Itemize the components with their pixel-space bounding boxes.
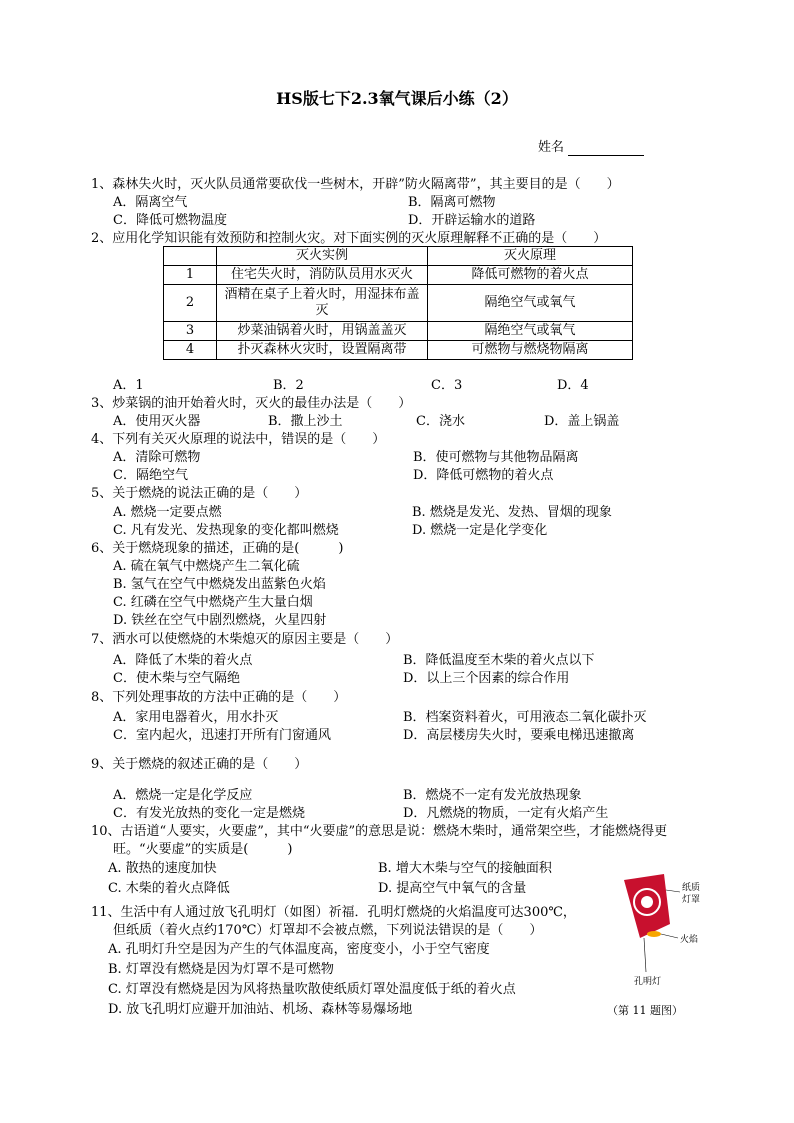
q6-option-d[interactable]: D. 铁丝在空气中剧烈燃烧，火星四射 xyxy=(113,613,327,628)
table-cell: 住宅失火时，消防队员用水灭火 xyxy=(217,266,428,285)
q10-option-a[interactable]: A. 散热的速度加快 xyxy=(108,861,217,876)
q4-stem: 4、下列有关灭火原理的说法中，错误的是（ ） xyxy=(91,432,386,447)
page-title: HS版七下2.3氧气课后小练（2） xyxy=(276,89,518,108)
q7-stem: 7、洒水可以使燃烧的木柴熄灭的原因主要是（ ） xyxy=(91,632,399,647)
table-row xyxy=(164,322,633,341)
q2-stem: 2、应用化学知识能有效预防和控制火灾。对下面实例的灭火原理解释不正确的是（ ） xyxy=(91,231,607,246)
q9-option-d[interactable]: D．凡燃烧的物质，一定有火焰产生 xyxy=(403,806,609,821)
extinguish-table xyxy=(163,246,633,360)
q10-option-b[interactable]: B. 增大木柴与空气的接触面积 xyxy=(378,861,552,876)
table-cell: 酒精在桌子上着火时，用湿抹布盖灭 xyxy=(217,285,428,322)
label-flame: 火焰 xyxy=(680,935,699,945)
q7-option-b[interactable]: B．降低温度至木柴的着火点以下 xyxy=(403,653,595,668)
table-cell: 隔绝空气或氧气 xyxy=(428,322,633,341)
q8-option-b[interactable]: B．档案资料着火，可用液态二氧化碳扑灭 xyxy=(403,710,647,725)
flame-icon xyxy=(647,931,661,937)
label-lampshade-part1: 纸质 xyxy=(682,883,701,893)
q3-option-b[interactable]: B．撒上沙土 xyxy=(268,414,343,429)
q6-option-c[interactable]: C. 红磷在空气中燃烧产生大量白烟 xyxy=(113,595,313,610)
q6-stem: 6、关于燃烧现象的描述，正确的是( ) xyxy=(91,541,344,556)
q11-option-b[interactable]: B. 灯罩没有燃烧是因为灯罩不是可燃物 xyxy=(108,962,334,977)
q4-option-c[interactable]: C．隔绝空气 xyxy=(113,468,188,483)
q8-stem: 8、下列处理事故的方法中正确的是（ ） xyxy=(91,690,347,705)
kongming-lantern-figure xyxy=(618,872,718,1012)
table-cell: 降低可燃物的着火点 xyxy=(428,266,633,285)
q8-option-a[interactable]: A．家用电器着火，用水扑灭 xyxy=(113,710,279,725)
q5-option-d[interactable]: D. 燃烧一定是化学变化 xyxy=(412,523,548,538)
q7-option-d[interactable]: D．以上三个因素的综合作用 xyxy=(403,671,570,686)
q5-option-c[interactable]: C. 凡有发光、发热现象的变化都叫燃烧 xyxy=(113,523,339,538)
table-cell: 隔绝空气或氧气 xyxy=(428,285,633,322)
table-cell: 4 xyxy=(164,341,217,360)
q5-stem: 5、关于燃烧的说法正确的是（ ） xyxy=(91,486,308,501)
table-cell: 1 xyxy=(164,266,217,285)
q3-option-d[interactable]: D．盖上锅盖 xyxy=(544,414,620,429)
q11-stem-line1: 11、生活中有人通过放飞孔明灯（如图）祈福．孔明灯燃烧的火焰温度可达300℃， xyxy=(91,905,576,920)
label-lamp: 孔明灯 xyxy=(634,977,662,987)
table-cell: 炒菜油锅着火时，用锅盖盖灭 xyxy=(217,322,428,341)
q1-option-c[interactable]: C．降低可燃物温度 xyxy=(113,213,227,228)
q11-option-c[interactable]: C. 灯罩没有燃烧是因为风将热量吹散使纸质灯罩处温度低于纸的着火点 xyxy=(108,982,516,997)
q9-stem: 9、关于燃烧的叙述正确的是（ ） xyxy=(91,757,308,772)
q9-option-c[interactable]: C．有发光放热的变化一定是燃烧 xyxy=(113,806,305,821)
q11-option-d[interactable]: D. 放飞孔明灯应避开加油站、机场、森林等易爆场地 xyxy=(108,1002,413,1017)
q2-option-b[interactable]: B．2 xyxy=(273,378,304,393)
q7-option-a[interactable]: A．降低了木柴的着火点 xyxy=(113,653,253,668)
q1-option-b[interactable]: B．隔离可燃物 xyxy=(408,195,496,210)
q8-option-d[interactable]: D．高层楼房失火时，要乘电梯迅速撤离 xyxy=(403,728,635,743)
q8-option-c[interactable]: C．室内起火，迅速打开所有门窗通风 xyxy=(113,728,331,743)
q10-option-c[interactable]: C. 木柴的着火点降低 xyxy=(108,881,230,896)
q6-option-a[interactable]: A. 硫在氧气中燃烧产生二氧化硫 xyxy=(113,559,300,574)
q10-stem-line2: 旺。“火要虚”的实质是( ) xyxy=(113,842,293,857)
table-row xyxy=(164,341,633,360)
table-header-cell xyxy=(164,247,217,266)
q5-option-a[interactable]: A. 燃烧一定要点燃 xyxy=(113,505,222,520)
table-cell: 3 xyxy=(164,322,217,341)
table-row xyxy=(164,266,633,285)
q2-option-d[interactable]: D．4 xyxy=(557,378,589,393)
name-field-line[interactable] xyxy=(568,155,644,156)
lantern-pattern-center xyxy=(641,896,653,908)
q4-option-a[interactable]: A．清除可燃物 xyxy=(113,450,201,465)
q1-option-a[interactable]: A．隔离空气 xyxy=(113,195,188,210)
q3-option-a[interactable]: A．使用灭火器 xyxy=(113,414,201,429)
q4-option-b[interactable]: B．使可燃物与其他物品隔离 xyxy=(413,450,579,465)
q9-option-b[interactable]: B．燃烧不一定有发光放热现象 xyxy=(403,788,582,803)
table-cell: 扑灭森林火灾时，设置隔离带 xyxy=(217,341,428,360)
q2-option-a[interactable]: A．1 xyxy=(113,378,144,393)
q11-stem-line2: 但纸质（着火点约170℃）灯罩却不会被点燃，下列说法错误的是（ ） xyxy=(113,923,543,938)
q7-option-c[interactable]: C．使木柴与空气隔绝 xyxy=(113,671,240,686)
q3-stem: 3、炒菜锅的油开始着火时，灭火的最佳办法是（ ） xyxy=(91,396,412,411)
q10-stem-line1: 10、古语道“人要实，火要虚”，其中“火要虚”的意思是说：燃烧木柴时，通常架空些，才能燃烧得更 xyxy=(91,824,668,839)
table-header-cell: 灭火原理 xyxy=(428,247,633,266)
q1-option-d[interactable]: D．开辟运输水的道路 xyxy=(408,213,536,228)
table-header-cell: 灭火实例 xyxy=(217,247,428,266)
q9-option-a[interactable]: A．燃烧一定是化学反应 xyxy=(113,788,253,803)
q11-option-a[interactable]: A. 孔明灯升空是因为产生的气体温度高，密度变小，小于空气密度 xyxy=(108,942,490,957)
table-header-row xyxy=(164,247,633,266)
table-row xyxy=(164,285,633,322)
q1-stem: 1、森林失火时，灭火队员通常要砍伐一些树木，开辟”防火隔离带”，其主要目的是（ ） xyxy=(91,177,620,192)
label-lampshade-part2: 灯罩 xyxy=(682,895,701,905)
table-cell: 2 xyxy=(164,285,217,322)
q6-option-b[interactable]: B. 氢气在空气中燃烧发出蓝紫色火焰 xyxy=(113,577,326,592)
figure-caption: （第 11 题图） xyxy=(607,1004,683,1017)
q3-option-c[interactable]: C．浇水 xyxy=(416,414,465,429)
q4-option-d[interactable]: D．降低可燃物的着火点 xyxy=(413,468,554,483)
table-cell: 可燃物与燃烧物隔离 xyxy=(428,341,633,360)
q10-option-d[interactable]: D. 提高空气中氧气的含量 xyxy=(378,881,527,896)
q2-option-c[interactable]: C．3 xyxy=(431,378,463,393)
q5-option-b[interactable]: B. 燃烧是发光、发热、冒烟的现象 xyxy=(412,505,612,520)
name-label: 姓名 xyxy=(538,140,565,155)
